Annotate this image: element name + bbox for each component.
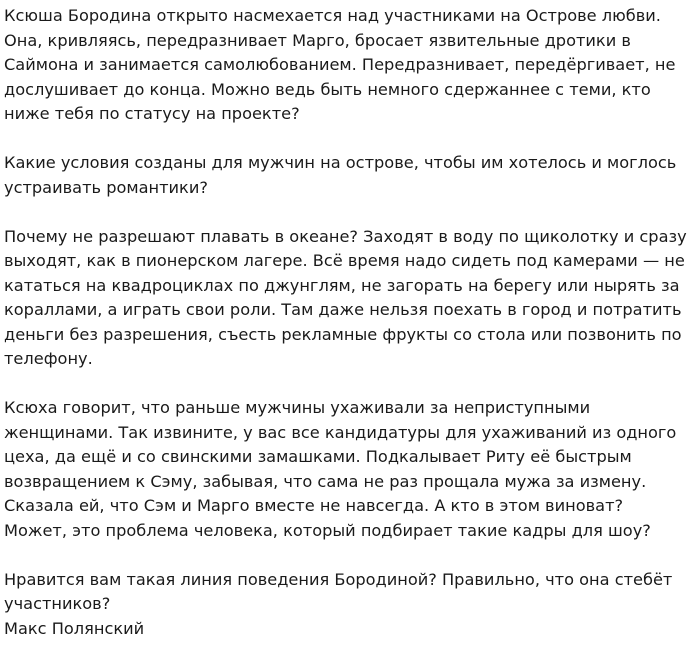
- paragraph-4: Ксюха говорит, что раньше мужчины ухаживали за неприступными женщинами. Так извините, у вас все кандидатуры для ухаживаний из одного цеха, да ещё и со свинскими замашками. Подкалывает Риту её быстрым возвращением к Сэму, забывая, что сама не раз прощала мужа за измену. Сказала ей, что Сэм и Марго вместе не навсегда. А кто в этом виноват? Может, это проблема человека, который подбирает такие кадры для шоу?: [4, 398, 677, 540]
- paragraph-5: Нравится вам такая линия поведения Бородиной? Правильно, что она стебёт участников?: [4, 569, 673, 613]
- paragraph-2: Какие условия созданы для мужчин на острове, чтобы им хотелось и моглось устраивать романтики?: [4, 153, 677, 197]
- paragraph-3: Почему не разрешают плавать в океане? Заходят в воду по щиколотку и сразу выходят, как в пионерском лагере. Всё время надо сидеть под камерами — не кататься на квадроциклах по джунглям, не загорать на берегу или нырять за кораллами, а играть свои роли. Там даже нельзя поехать в город и потратить деньги без разрешения, съесть рекламные фрукты со стола или позвонить по телефону.: [4, 226, 687, 368]
- author-signature: Макс Полянский: [4, 618, 145, 638]
- paragraph-1: Ксюша Бородина открыто насмехается над участниками на Острове любви. Она, кривляясь, передразнивает Марго, бросает язвительные дротики в Саймона и занимается самолюбованием. Передразнивает, передёргивает, не дослушивает до конца. Можно ведь быть немного сдержаннее с теми, кто ниже тебя по статусу на проекте?: [4, 6, 676, 123]
